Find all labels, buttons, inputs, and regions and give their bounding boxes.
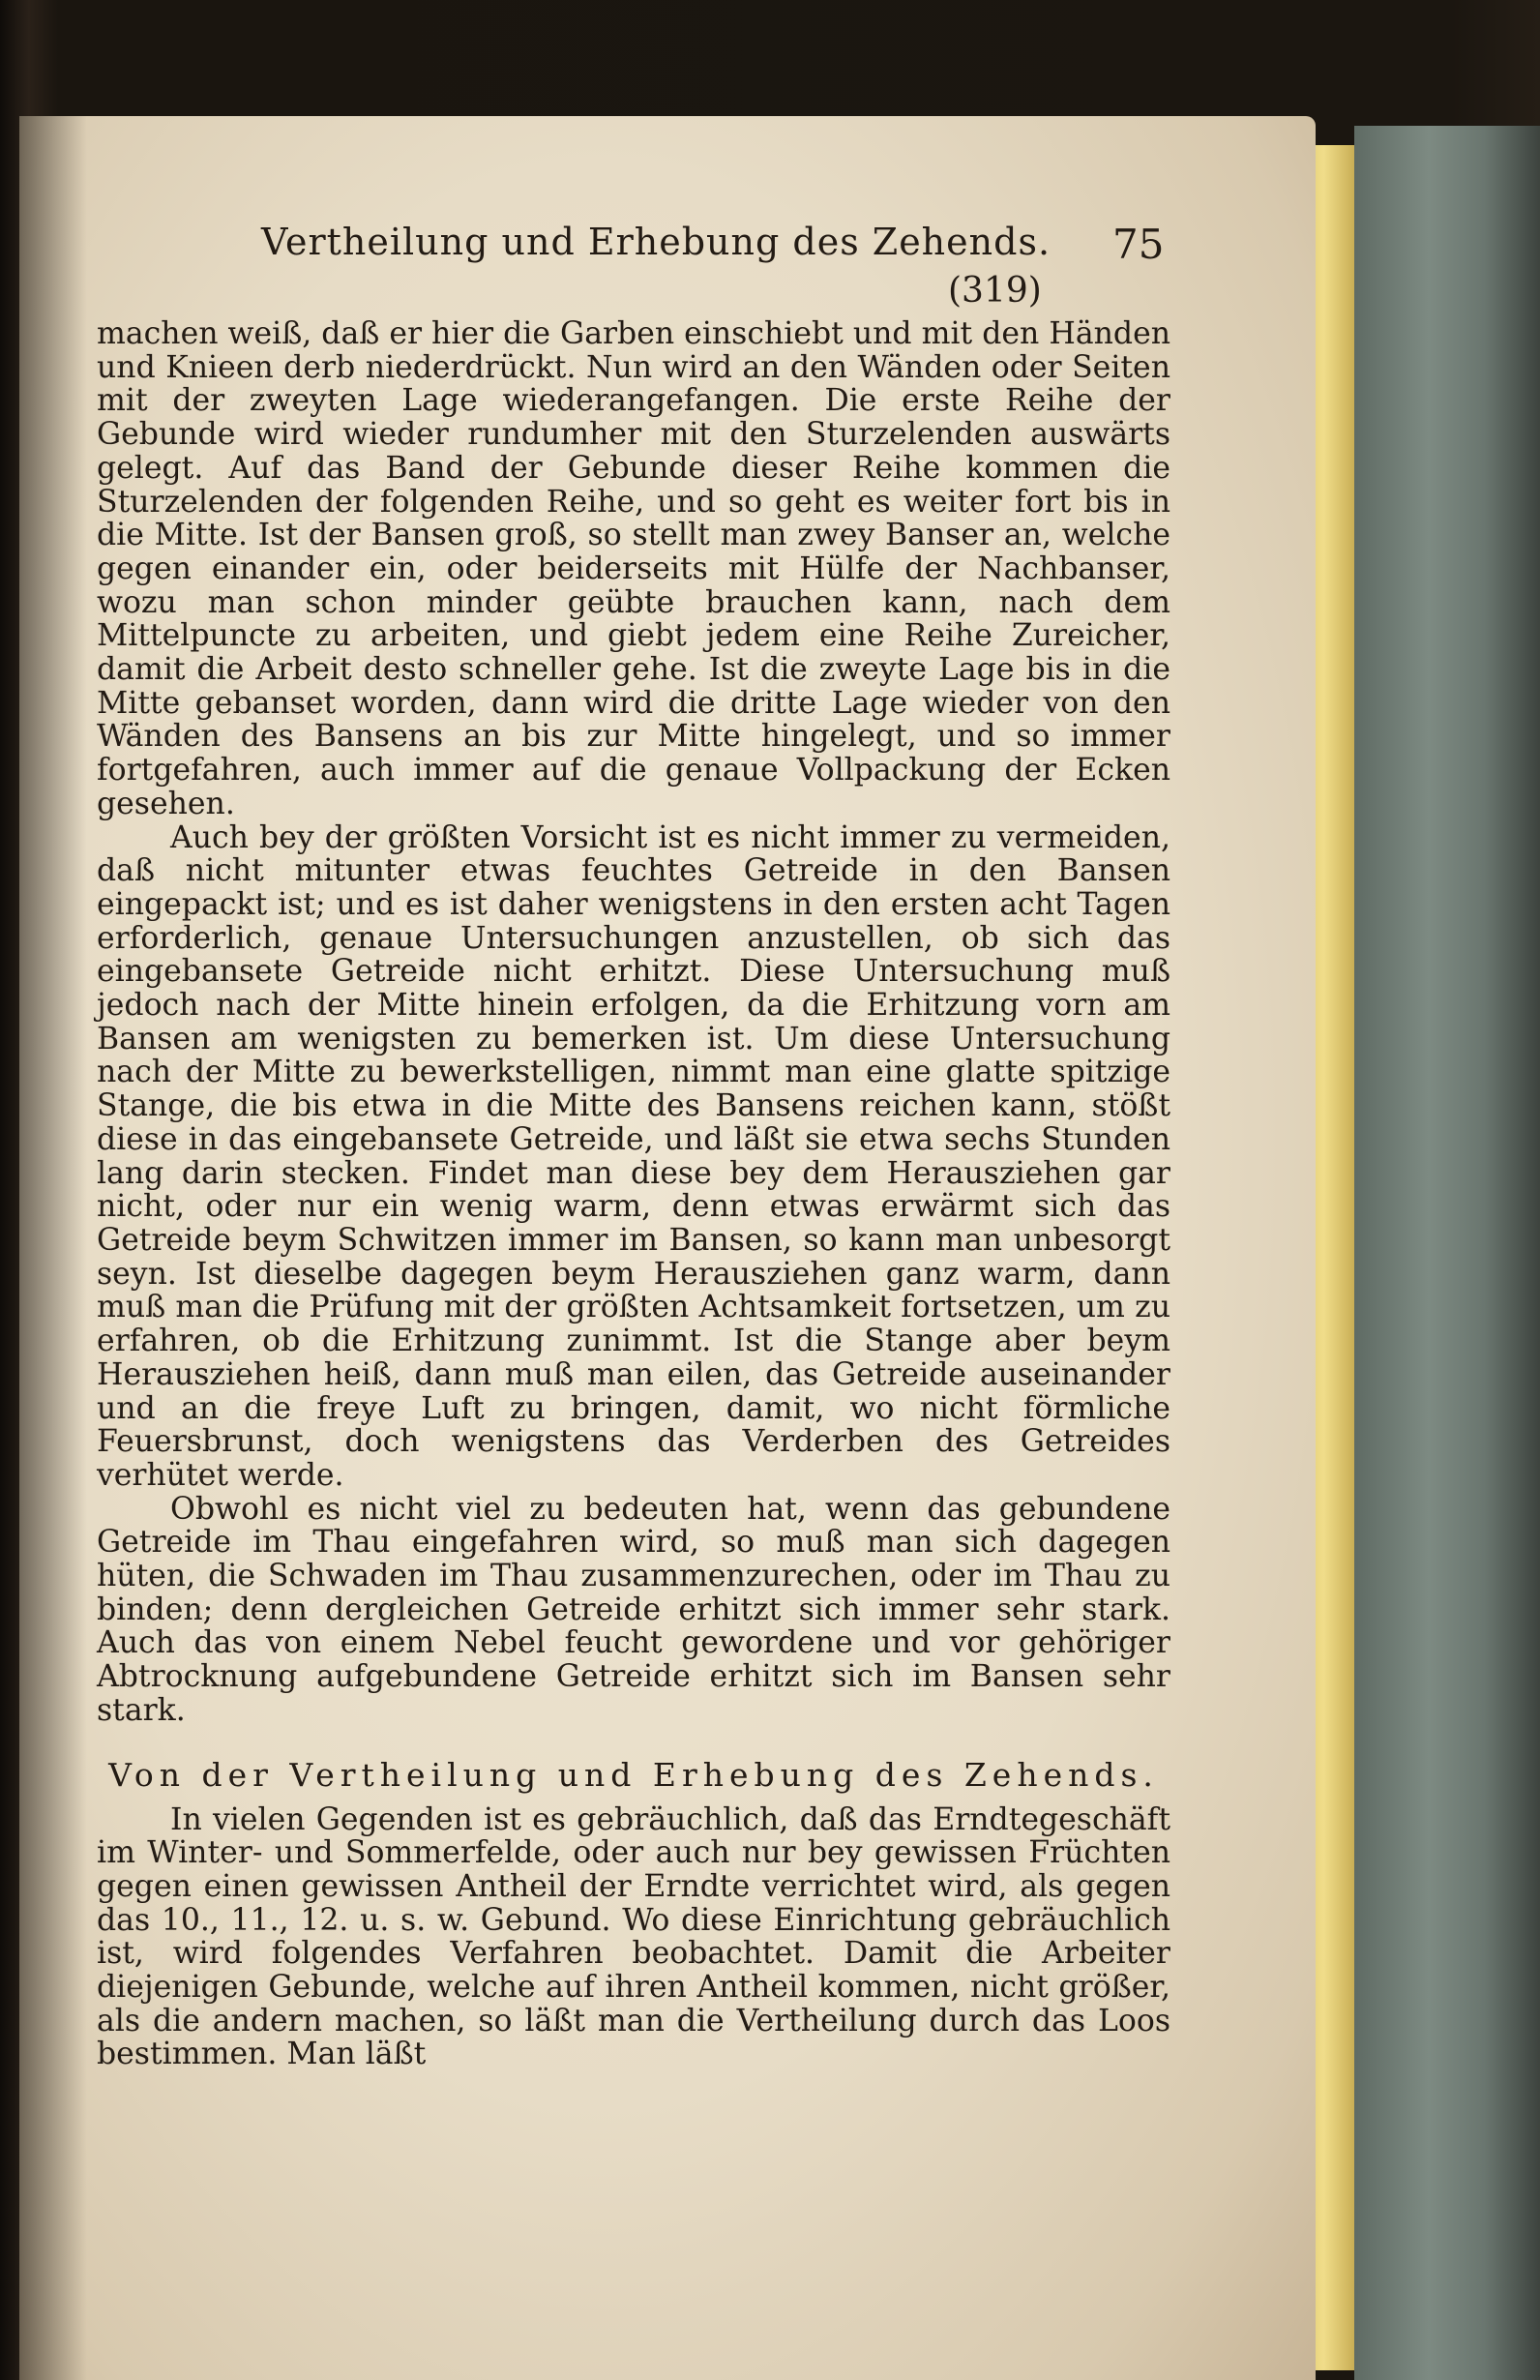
signature-mark: (319) bbox=[948, 271, 1042, 311]
paragraph: Obwohl es nicht viel zu bedeuten hat, wenn das gebundene Getreide im Thau eingefahren wird, so muß man sich dagegen hüten, die Schwaden im Thau zusammenzurechen, oder im Thau zu binden; denn dergleichen Getreide erhitzt sich immer sehr stark. Auch das von einem Nebel feucht gewordene und vor gehöriger Abtrocknung aufgebundene Getreide erhitzt sich im Bansen sehr stark. bbox=[97, 1491, 1170, 1728]
running-title: Vertheilung und Erhebung des Zehends. bbox=[261, 221, 1051, 263]
page-number: 75 bbox=[1112, 221, 1165, 268]
paragraph: Auch bey der größten Vorsicht ist es nicht immer zu vermeiden, daß nicht mitunter etwas feuchtes Getreide in den Bansen eingepackt ist; und es ist daher wenigstens in den ersten acht Tagen erforderlich, genaue Untersuchungen anzustellen, ob sich das eingebansete Getreide nicht erhitzt. Diese Untersuchung muß jedoch nach der Mitte hinein erfolgen, da die Erhitzung vorn am Bansen am wenigsten zu bemerken ist. Um diese Untersuchung nach der Mitte zu bewerkstelligen, nimmt man eine glatte spitzige Stange, die bis etwa in die Mitte des Bansens reichen kann, stößt diese in das eingebansete Getreide, und läßt sie etwa sechs Stunden lang darin stecken. Findet man diese bey dem Herausziehen gar nicht, oder nur ein wenig warm, denn etwas erwärmt sich das Getreide beym Schwitzen immer im Bansen, so kann man unbesorgt seyn. Ist dieselbe dagegen beym Herausziehen ganz warm, dann muß man die Prüfung mit der größten Achtsamkeit fortsetzen, um zu erfahren, ob die Erhitzung zunimmt. Ist die Stange aber beym Herausziehen heiß, dann muß man eilen, das Getreide auseinander und an die freye Luft zu bringen, damit, wo nicht förmliche Feuersbrunst, doch wenigstens das Verderben des Getreides verhütet werde. bbox=[97, 819, 1170, 1493]
page-content bbox=[97, 221, 1170, 2072]
section-heading: Von der Vertheilung und Erhebung des Zehends. bbox=[108, 1755, 1159, 1794]
page-header bbox=[97, 221, 1170, 311]
gutter-shadow bbox=[19, 116, 87, 2380]
body-text bbox=[97, 317, 1170, 2071]
book-cover bbox=[1354, 126, 1540, 2380]
paragraph: machen weiß, daß er hier die Garben einschiebt und mit den Händen und Knieen derb niederdrückt. Nun wird an den Wänden oder Seiten mit der zweyten Lage wiederangefangen. Die erste Reihe der Gebunde wird wieder rundumher mit den Sturzelenden auswärts gelegt. Auf das Band der Gebunde dieser Reihe kommen die Sturzelenden der folgenden Reihe, und so geht es weiter fort bis in die Mitte. Ist der Bansen groß, so stellt man zwey Banser an, welche gegen einander ein, oder beiderseits mit Hülfe der Nachbanser, wozu man schon minder geübte brauchen kann, nach dem Mittelpuncte zu arbeiten, und giebt jedem eine Reihe Zureicher, damit die Arbeit desto schneller gehe. Ist die zweyte Lage bis in die Mitte gebanset worden, dann wird die dritte Lage wieder von den Wänden des Bansens an bis zur Mitte hingelegt, und so immer fortgefahren, auch immer auf die genaue Vollpackung der Ecken gesehen. bbox=[97, 316, 1170, 821]
paragraph: In vielen Gegenden ist es gebräuchlich, daß das Erndtegeschäft im Winter- und Sommerfelde, oder auch nur bey gewissen Früchten gegen einen gewissen Antheil der Erndte verrichtet wird, als gegen das 10., 11., 12. u. s. w. Gebund. Wo diese Einrichtung gebräuchlich ist, wird folgendes Verfahren beobachtet. Damit die Arbeiter diejenigen Gebunde, welche auf ihren Antheil kommen, nicht größer, als die andern machen, so läßt man die Vertheilung durch das Loos bestimmen. Man läßt bbox=[97, 1801, 1170, 2072]
